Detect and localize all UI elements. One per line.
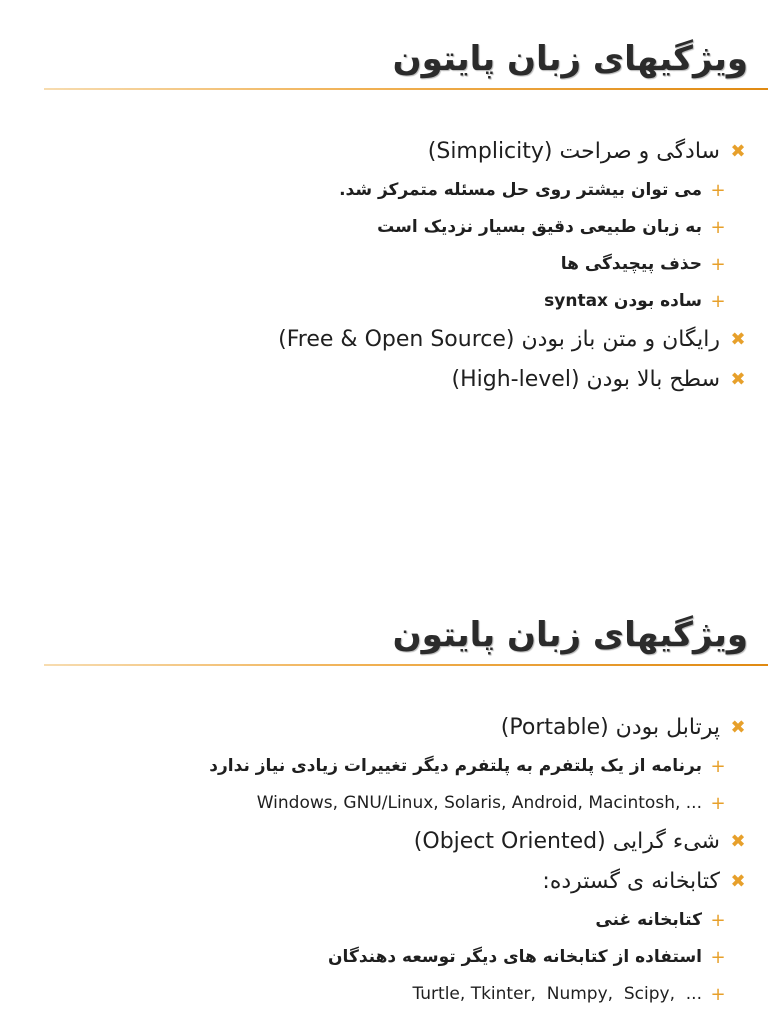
x-bullet-icon: ✖ — [730, 369, 746, 390]
sub-bullet-item — [20, 939, 748, 976]
sub-bullet-text: کتابخانه غنی — [595, 910, 702, 930]
sub-bullet-item — [20, 246, 748, 283]
sub-bullet-text: Turtle, Tkinter, Numpy, Scipy, ... — [412, 984, 702, 1004]
sub-bullet-item — [20, 785, 748, 822]
x-bullet-icon: ✖ — [730, 871, 746, 892]
bullet-text: شیء گرایی (Object Oriented) — [413, 829, 720, 854]
x-bullet-icon: ✖ — [730, 329, 746, 350]
plus-bullet-icon: + — [710, 756, 726, 777]
bullet-text: رایگان و متن باز بودن (Free & Open Source) — [278, 327, 720, 352]
plus-bullet-icon: + — [710, 793, 726, 814]
bullet-item — [20, 132, 748, 172]
plus-bullet-icon: + — [710, 984, 726, 1005]
plus-bullet-icon: + — [710, 217, 726, 238]
plus-bullet-icon: + — [710, 180, 726, 201]
title-divider — [44, 88, 768, 90]
bullet-item — [20, 360, 748, 400]
plus-bullet-icon: + — [710, 254, 726, 275]
sub-bullet-text: ساده بودن syntax — [544, 291, 702, 311]
plus-bullet-icon: + — [710, 291, 726, 312]
bullet-list — [20, 708, 748, 1013]
bullet-list — [20, 132, 748, 400]
sub-bullet-item — [20, 902, 748, 939]
bullet-item — [20, 822, 748, 862]
sub-bullet-text: Windows, GNU/Linux, Solaris, Android, Macintosh, ... — [256, 793, 702, 813]
bullet-text: پرتابل بودن (Portable) — [500, 715, 720, 740]
sub-bullet-text: می توان بیشتر روی حل مسئله متمرکز شد. — [339, 180, 702, 200]
bullet-text: کتابخانه ی گسترده: — [542, 869, 720, 894]
bullet-item — [20, 320, 748, 360]
sub-bullet-item — [20, 283, 748, 320]
bullet-item — [20, 708, 748, 748]
bullet-text: سادگی و صراحت (Simplicity) — [427, 139, 720, 164]
sub-bullet-text: به زبان طبیعی دقیق بسیار نزدیک است — [377, 217, 702, 237]
slide-title: ویژگیهای زبان پایتون — [392, 39, 748, 79]
slide-title: ویژگیهای زبان پایتون — [392, 615, 748, 655]
bullet-text: سطح بالا بودن (High-level) — [451, 367, 720, 392]
x-bullet-icon: ✖ — [730, 717, 746, 738]
sub-bullet-text: استفاده از کتابخانه های دیگر توسعه دهندگان — [328, 947, 702, 967]
sub-bullet-item — [20, 748, 748, 785]
x-bullet-icon: ✖ — [730, 141, 746, 162]
plus-bullet-icon: + — [710, 947, 726, 968]
x-bullet-icon: ✖ — [730, 831, 746, 852]
bullet-item — [20, 862, 748, 902]
sub-bullet-text: برنامه از یک پلتفرم به پلتفرم دیگر تغییرات زیادی نیاز ندارد — [209, 756, 702, 776]
sub-bullet-item — [20, 976, 748, 1013]
slide-2 — [0, 576, 768, 1024]
sub-bullet-text: حذف پیچیدگی ها — [560, 254, 702, 274]
sub-bullet-item — [20, 172, 748, 209]
plus-bullet-icon: + — [710, 910, 726, 931]
title-divider — [44, 664, 768, 666]
sub-bullet-item — [20, 209, 748, 246]
